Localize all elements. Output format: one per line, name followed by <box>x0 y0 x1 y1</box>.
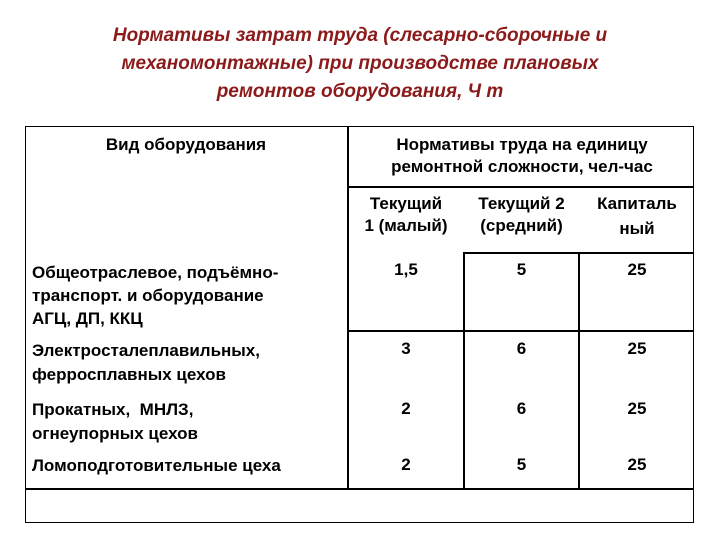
row-2-name-line-1: Электросталеплавильных, <box>32 341 260 360</box>
slide-title <box>40 22 680 106</box>
row-3-current-1: 2 <box>401 399 411 418</box>
title-line-1: Нормативы затрат труда (слесарно-сборочные и <box>112 25 608 46</box>
row-3-name-line-2: огнеупорных цехов <box>32 424 198 443</box>
header-current-1-line-1: Текущий <box>369 194 443 213</box>
divider-table-bottom <box>25 488 694 490</box>
table-row-3-name <box>32 398 347 446</box>
divider-row-1-values <box>347 330 694 332</box>
row-1-name-line-3: АГЦ, ДП, ККЦ <box>32 309 143 328</box>
header-current-1 <box>349 193 463 237</box>
row-3-capital: 25 <box>627 399 647 418</box>
row-1-name-line-1: Общеотраслевое, подъёмно- <box>32 263 279 282</box>
table-row-2-name <box>32 339 347 387</box>
row-2-capital: 25 <box>627 339 647 358</box>
header-capital-line-1: Капиталь <box>597 194 677 213</box>
header-norms-line-2: ремонтной сложности, чел-час <box>391 157 653 176</box>
divider-col-1 <box>347 126 349 489</box>
row-1-current-2: 5 <box>516 260 527 279</box>
divider-header-bottom <box>463 252 694 254</box>
header-current-2-line-2: (средний) <box>480 216 563 235</box>
row-3-current-2: 6 <box>516 399 527 418</box>
table-row-4-name: Ломоподготовительные цеха <box>32 456 281 475</box>
row-4-current-1: 2 <box>401 455 411 474</box>
row-3-name-line-1: Прокатных, МНЛЗ, <box>32 400 194 419</box>
table-row-1-name <box>32 261 347 330</box>
divider-header-sub <box>347 186 694 188</box>
row-4-capital: 25 <box>627 455 647 474</box>
row-1-capital: 25 <box>627 260 647 279</box>
row-4-current-2: 5 <box>516 455 527 474</box>
row-2-name-line-2: ферросплавных цехов <box>32 365 226 384</box>
row-1-current-1: 1,5 <box>394 260 418 279</box>
header-current-2-line-1: Текущий 2 <box>478 194 565 213</box>
header-equipment: Вид оборудования <box>105 135 267 154</box>
header-capital-line-2: ный <box>619 219 655 238</box>
row-1-name-line-2: транспорт. и оборудование <box>32 286 264 305</box>
title-line-3: ремонтов оборудования, Ч т <box>216 81 504 102</box>
header-current-1-line-2: 1 (малый) <box>364 216 448 235</box>
row-2-current-1: 3 <box>401 339 411 358</box>
header-current-2 <box>465 193 578 237</box>
header-capital <box>580 193 694 240</box>
header-norms <box>350 134 694 178</box>
header-norms-line-1: Нормативы труда на единицу <box>396 135 648 154</box>
row-2-current-2: 6 <box>516 339 527 358</box>
title-line-2: механомонтажные) при производстве плановых <box>121 53 599 74</box>
